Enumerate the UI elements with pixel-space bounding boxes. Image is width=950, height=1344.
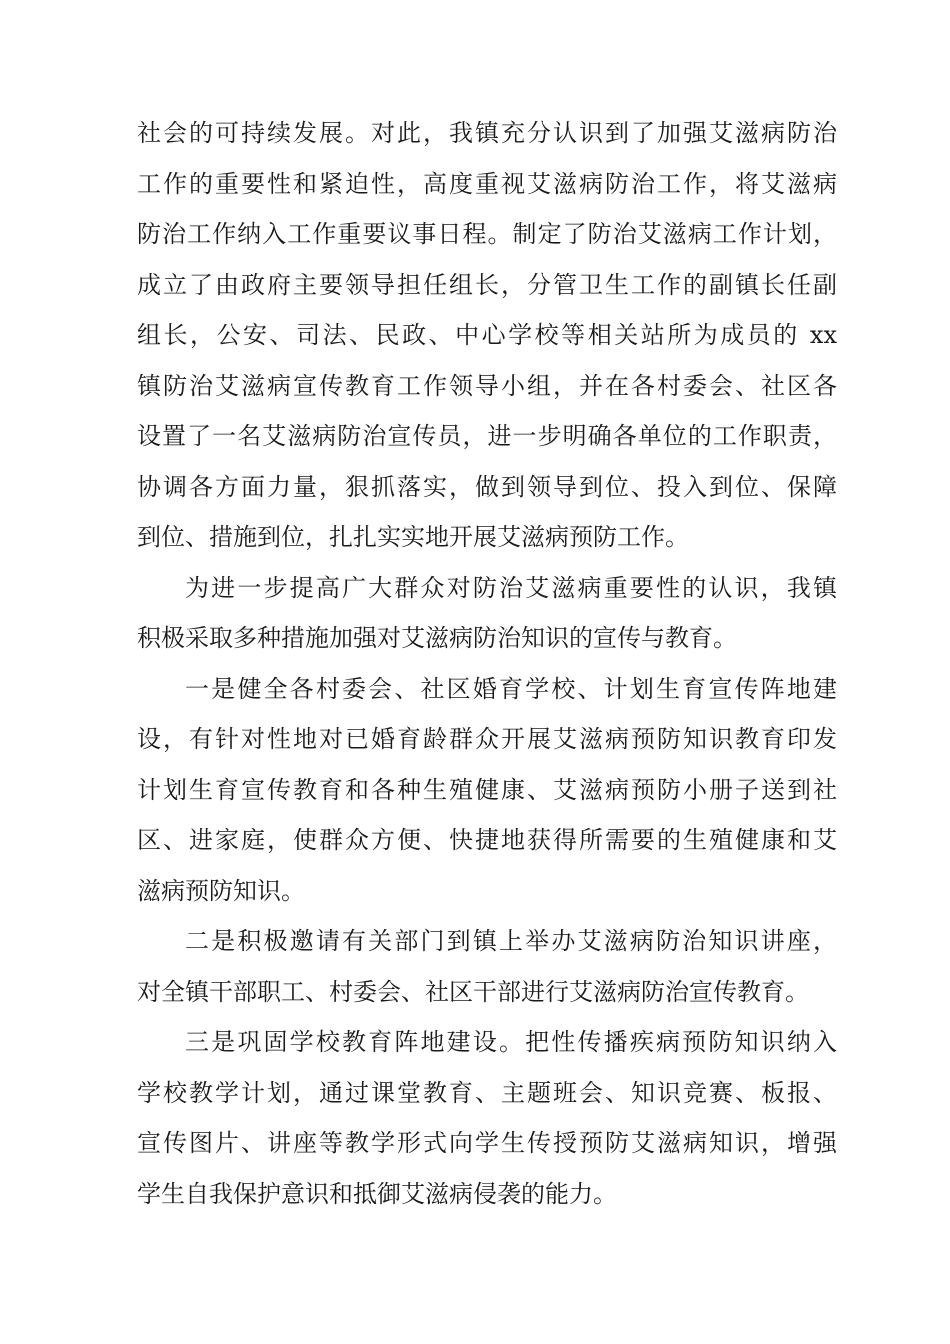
document-body <box>137 108 837 1219</box>
paragraph-1 <box>137 108 837 563</box>
text-line: 到位、措施到位，扎扎实实地开展艾滋病预防工作。 <box>137 523 689 551</box>
text-line: 三是巩固学校教育阵地建设。把性传播疾病预防知识纳入 <box>185 1028 837 1056</box>
text-line: 社会的可持续发展。对此，我镇充分认识到了加强艾滋病防治 <box>137 119 837 147</box>
paragraph-4 <box>137 916 837 1017</box>
text-line: 工作的重要性和紧迫性，高度重视艾滋病防治工作，将艾滋病 <box>137 169 837 198</box>
paragraph-3 <box>137 664 837 917</box>
text-line: 防治工作纳入工作重要议事日程。制定了防治艾滋病工作计划， <box>137 220 837 248</box>
text-line: 宣传图片、讲座等教学形式向学生传授预防艾滋病知识，增强 <box>137 1129 837 1157</box>
text-line: 为进一步提高广大群众对防治艾滋病重要性的认识，我镇 <box>185 573 837 602</box>
text-line: 镇防治艾滋病宣传教育工作领导小组，并在各村委会、社区各 <box>137 371 837 400</box>
text-line: 学校教学计划，通过课堂教育、主题班会、知识竞赛、板报、 <box>137 1078 837 1107</box>
text-line: 组长，公安、司法、民政、中心学校等相关站所为成员的 xx <box>137 321 837 349</box>
text-line: 区、进家庭，使群众方便、快捷地获得所需要的生殖健康和艾 <box>137 826 837 854</box>
text-line: 一是健全各村委会、社区婚育学校、计划生育宣传阵地建 <box>185 674 837 703</box>
paragraph-2 <box>137 563 837 664</box>
text-line: 对全镇干部职工、村委会、社区干部进行艾滋病防治宣传教育。 <box>137 977 809 1006</box>
text-line: 滋病预防知识。 <box>137 876 305 905</box>
text-line: 计划生育宣传教育和各种生殖健康、艾滋病预防小册子送到社 <box>137 775 837 804</box>
text-line: 学生自我保护意识和抵御艾滋病侵袭的能力。 <box>137 1179 617 1208</box>
paragraph-5 <box>137 1017 837 1219</box>
text-line: 成立了由政府主要领导担任组长，分管卫生工作的副镇长任副 <box>137 270 837 299</box>
text-line: 设，有针对性地对已婚育龄群众开展艾滋病预防知识教育印发 <box>137 725 837 753</box>
text-line: 积极采取多种措施加强对艾滋病防治知识的宣传与教育。 <box>137 624 737 652</box>
text-line: 设置了一名艾滋病防治宣传员，进一步明确各单位的工作职责， <box>137 422 837 450</box>
text-line: 二是积极邀请有关部门到镇上举办艾滋病防治知识讲座， <box>185 927 837 955</box>
text-line: 协调各方面力量，狠抓落实，做到领导到位、投入到位、保障 <box>137 472 837 501</box>
